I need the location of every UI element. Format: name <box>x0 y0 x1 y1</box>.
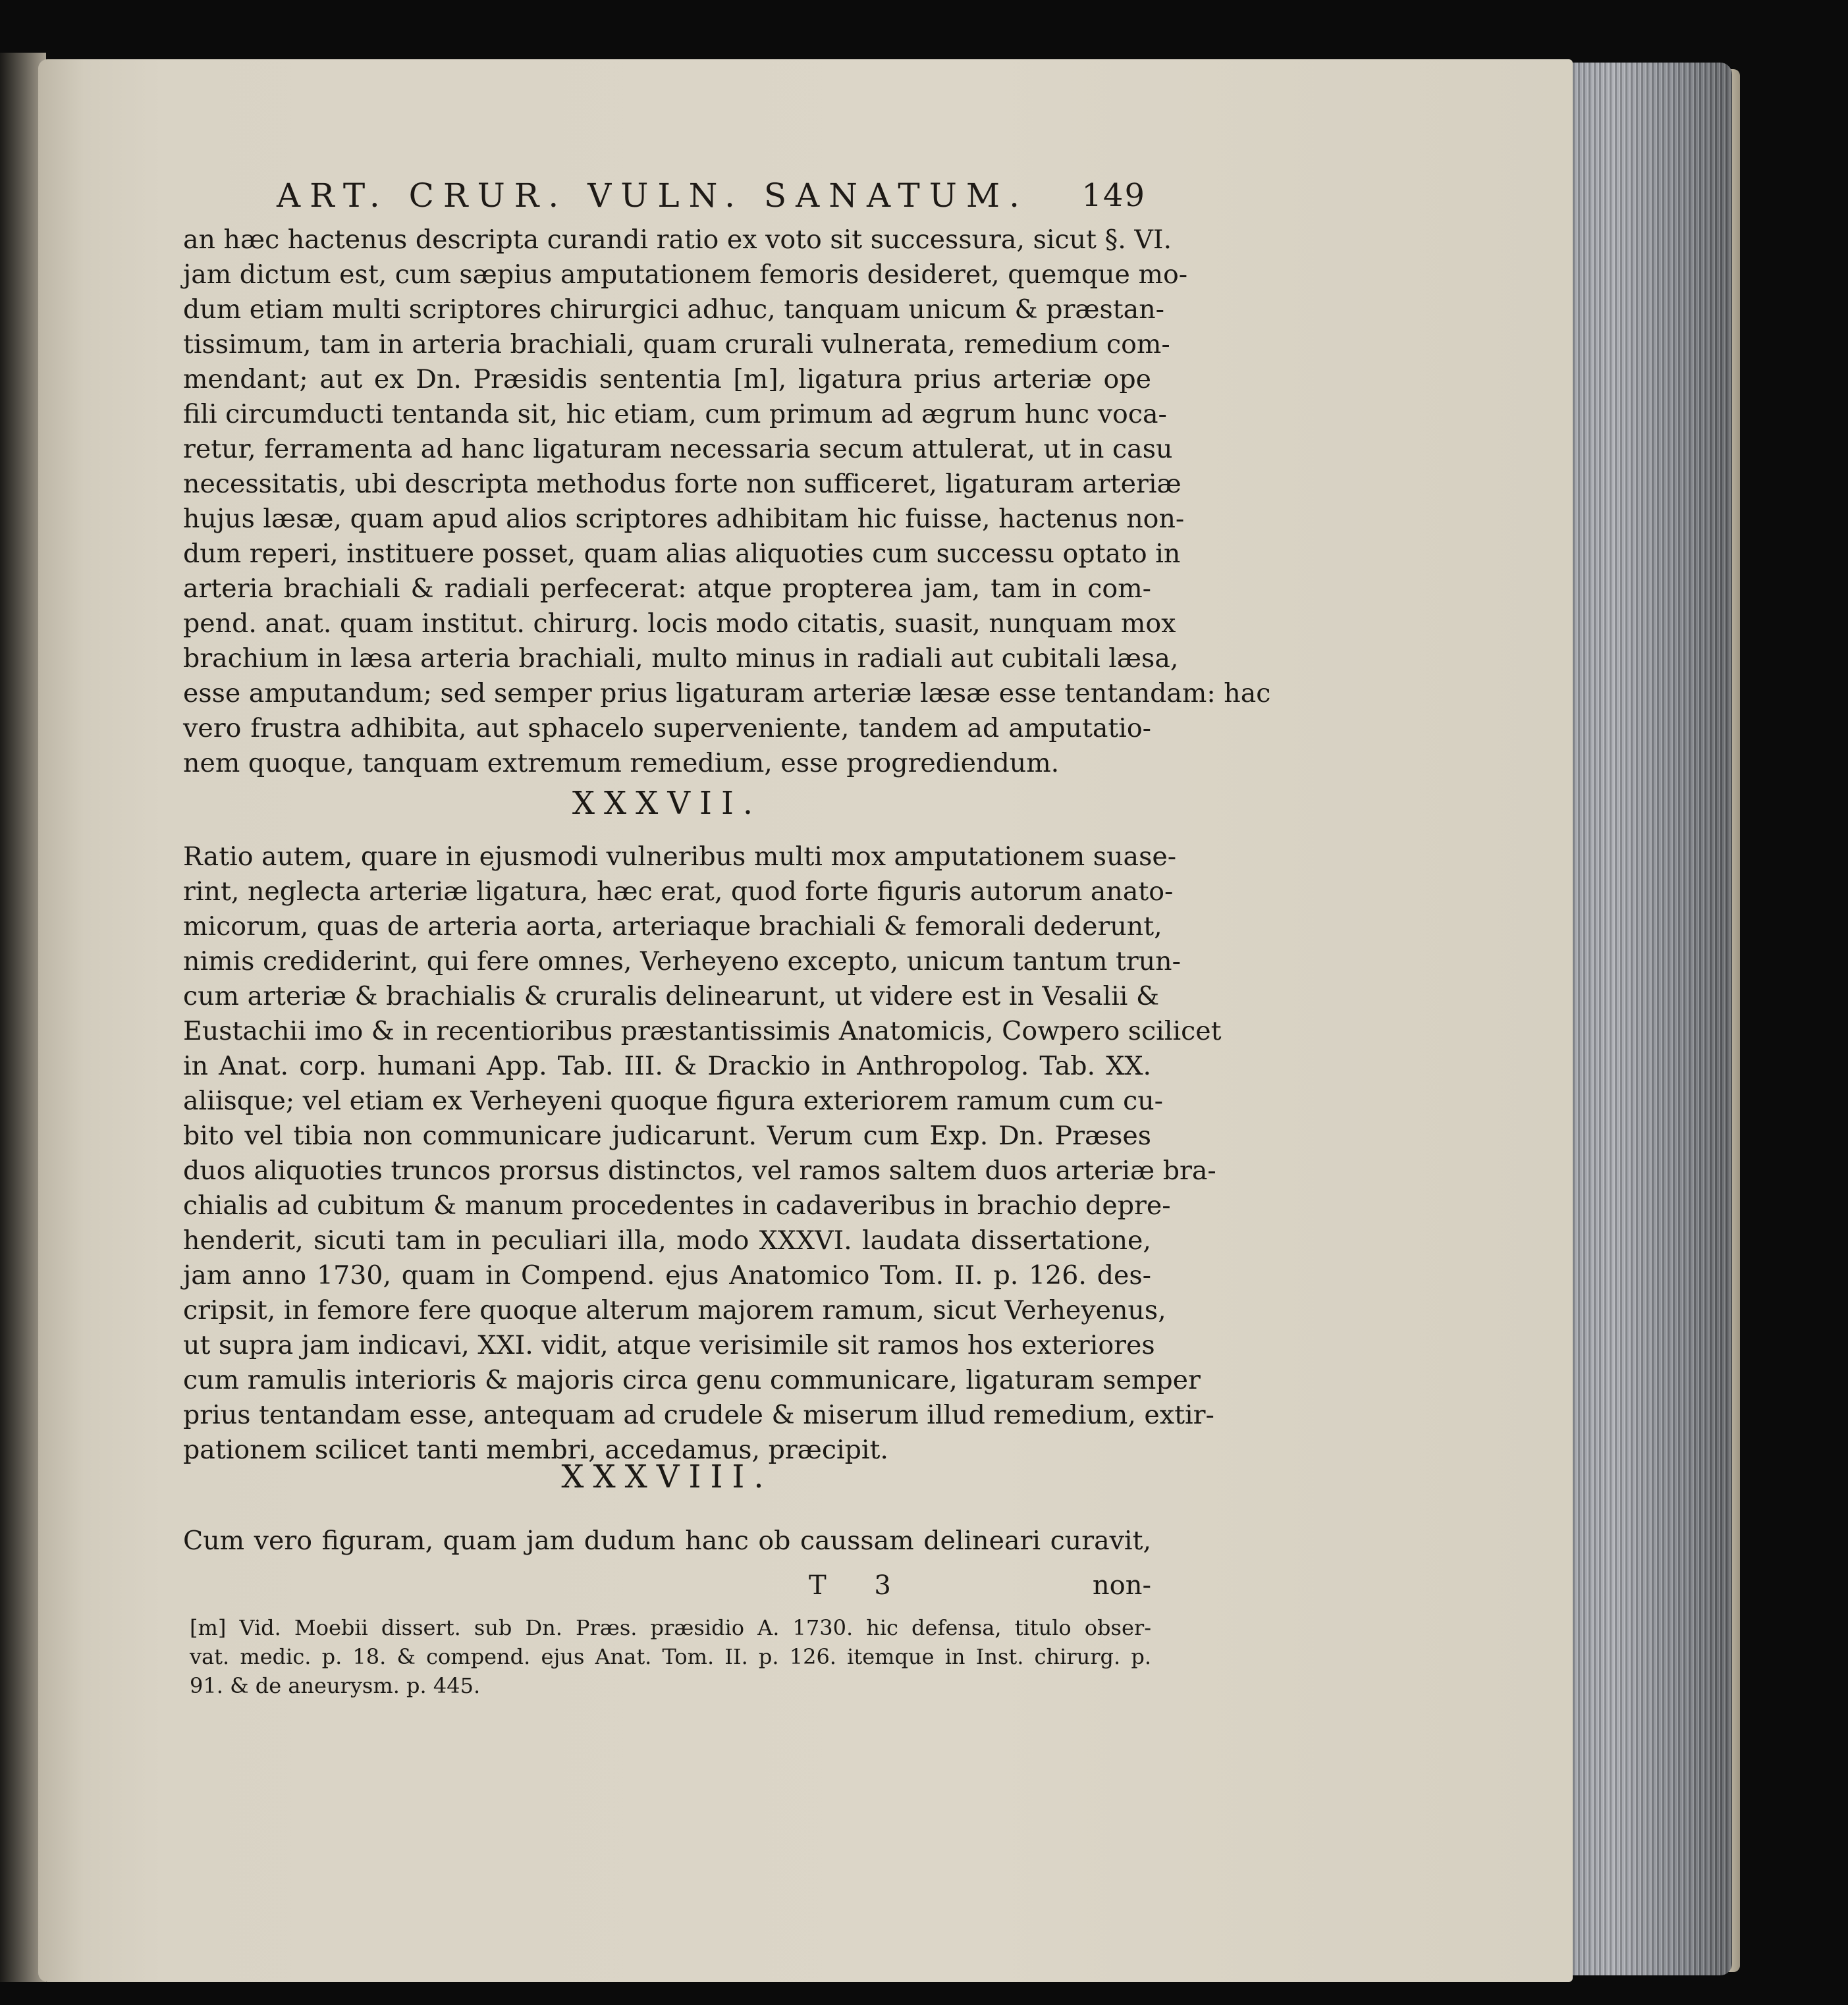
text-line: an hæc hactenus descripta curandi ratio ex voto sit successura, sicut §. VI. <box>183 225 1172 255</box>
text-line: Cum vero figuram, quam jam dudum hanc ob caussam delineari curavit, <box>183 1526 1151 1556</box>
page-number: 149 <box>1081 177 1146 214</box>
section-heading-xxxvii: XXXVII. <box>572 785 763 822</box>
text-line: prius tentandam esse, antequam ad crudele & miserum illud remedium, extir- <box>183 1400 1214 1430</box>
text-line: micorum, quas de arteria aorta, arteriaque brachiali & femorali dederunt, <box>183 911 1162 942</box>
text-line: dum reperi, instituere posset, quam alias aliquoties cum successu optato in <box>183 539 1181 569</box>
text-line: duos aliquoties truncos prorsus distinctos, vel ramos saltem duos arteriæ bra- <box>183 1156 1216 1186</box>
text-line: arteria brachiali & radiali perfecerat: atque propterea jam, tam in com- <box>183 574 1151 604</box>
signature-line <box>183 1570 1151 1607</box>
text-line: nimis crediderint, qui fere omnes, Verheyeno excepto, unicum tantum trun- <box>183 946 1181 976</box>
text-line: cripsit, in femore fere quoque alterum majorem ramum, sicut Verheyenus, <box>183 1295 1166 1325</box>
text-line: pationem scilicet tanti membri, accedamus, præcipit. <box>183 1435 888 1465</box>
running-head <box>277 173 1146 219</box>
text-line: jam dictum est, cum sæpius amputationem femoris desideret, quemque mo- <box>183 259 1188 290</box>
catchword: non- <box>1092 1570 1151 1601</box>
text-line: vero frustra adhibita, aut sphacelo superveniente, tandem ad amputatio- <box>183 713 1151 743</box>
text-line: mendant; aut ex Dn. Præsidis sententia [m], ligatura prius arteriæ ope <box>183 364 1151 394</box>
text-line: fili circumducti tentanda sit, hic etiam, cum primum ad ægrum hunc voca- <box>183 399 1167 429</box>
text-line: cum arteriæ & brachialis & cruralis delinearunt, ut videre est in Vesalii & <box>183 981 1160 1011</box>
text-line: nem quoque, tanquam extremum remedium, esse progrediendum. <box>183 748 1060 778</box>
text-line: brachium in læsa arteria brachiali, multo minus in radiali aut cubitali læsa, <box>183 643 1179 674</box>
text-line: jam anno 1730, quam in Compend. ejus Anatomico Tom. II. p. 126. des- <box>183 1260 1151 1291</box>
text-line: retur, ferramenta ad hanc ligaturam necessaria secum attulerat, ut in casu <box>183 434 1173 464</box>
text-line: pend. anat. quam institut. chirurg. locis modo citatis, suasit, nunquam mox <box>183 608 1176 639</box>
text-line: aliisque; vel etiam ex Verheyeni quoque figura exteriorem ramum cum cu- <box>183 1086 1164 1116</box>
text-line: in Anat. corp. humani App. Tab. III. & Drackio in Anthropolog. Tab. XX. <box>183 1051 1151 1081</box>
text-line: ut supra jam indicavi, XXI. vidit, atque verisimile sit ramos hos exteriores <box>183 1330 1155 1360</box>
text-line: tissimum, tam in arteria brachiali, quam crurali vulnerata, remedium com- <box>183 329 1170 360</box>
section-heading-xxxviii: XXXVIII. <box>561 1458 773 1495</box>
text-line: 91. & de aneurysm. p. 445. <box>190 1673 481 1698</box>
text-line: [m] Vid. Moebii dissert. sub Dn. Præs. præsidio A. 1730. hic defensa, titulo obser- <box>190 1615 1151 1640</box>
paragraph-continuation <box>183 223 1271 781</box>
text-line: necessitatis, ubi descripta methodus forte non sufficeret, ligaturam arteriæ <box>183 469 1182 499</box>
text-line: bito vel tibia non communicare judicarunt. Verum cum Exp. Dn. Præses <box>183 1121 1151 1151</box>
text-line: dum etiam multi scriptores chirurgici adhuc, tanquam unicum & præstan- <box>183 294 1165 325</box>
text-line: Eustachii imo & in recentioribus præstantissimis Anatomicis, Cowpero scilicet <box>183 1016 1222 1046</box>
text-line: chialis ad cubitum & manum procedentes in cadaveribus in brachio depre- <box>183 1190 1171 1221</box>
text-line: esse amputandum; sed semper prius ligaturam arteriæ læsæ esse tentandam: hac <box>183 678 1271 708</box>
text-line: rint, neglecta arteriæ ligatura, hæc erat, quod forte figuris autorum anato- <box>183 876 1174 907</box>
running-head-title: ART. CRUR. VULN. SANATUM. <box>277 176 1029 215</box>
paragraph-xxxvii <box>183 840 1222 1468</box>
text-line: Ratio autem, quare in ejusmodi vulneribus multi mox amputationem suase- <box>183 842 1177 872</box>
text-line: vat. medic. p. 18. & compend. ejus Anat. Tom. II. p. 126. itemque in Inst. chirurg. p. <box>190 1644 1151 1669</box>
footnote <box>190 1613 1151 1700</box>
text-line: henderit, sicuti tam in peculiari illa, modo XXXVI. laudata dissertatione, <box>183 1225 1151 1256</box>
signature-mark: T 3 <box>809 1570 911 1601</box>
text-line: cum ramulis interioris & majoris circa genu communicare, ligaturam semper <box>183 1365 1201 1395</box>
text-line: hujus læsæ, quam apud alios scriptores adhibitam hic fuisse, hactenus non- <box>183 504 1185 534</box>
paragraph-xxxviii <box>183 1524 1151 1559</box>
